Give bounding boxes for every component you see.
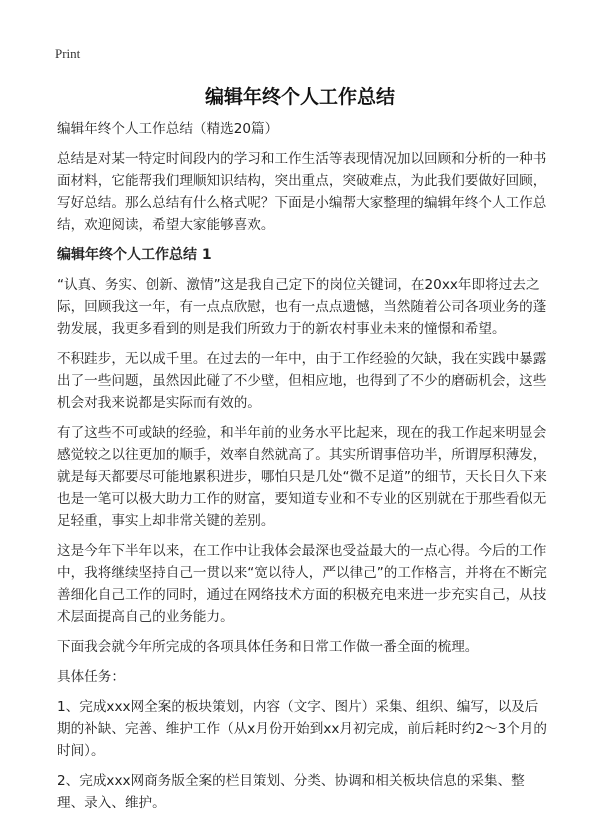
- intro-paragraph: 总结是对某一特定时间段内的学习和工作生活等表现情况加以回顾和分析的一种书面材料，它能帮我们理顺知识结构，突出重点，突破难点，为此我们要做好回顾，写好总结。那么总结有什么格式呢？下面是小编帮大家整理的编辑年终个人工作总结，欢迎阅读，希望大家能够喜欢。: [57, 151, 547, 233]
- paragraph: 具体任务：: [57, 669, 125, 685]
- print-link[interactable]: Print: [55, 46, 81, 61]
- paragraph: 这是今年下半年以来，在工作中让我体会最深也受益最大的一点心得。今后的工作中，我将继续坚持自己一贯以来“宽以待人，严以律己”的工作格言，并将在不断完善细化自己工作的同时，通过在网络技术方面的积极充电来进一步充实自己，从技术层面提高自己的业务能力。: [57, 543, 547, 625]
- subtitle: 编辑年终个人工作总结（精选20篇）: [57, 121, 279, 137]
- task-item: 2、完成xxx网商务版全案的栏目策划、分类、协调和相关板块信息的采集、整理、录入、维护。: [57, 773, 525, 811]
- paragraph: 有了这些不可或缺的经验，和半年前的业务水平比起来，现在的我工作起来明显会感觉较之以往更加的顺手，效率自然就高了。其实所谓事倍功半，所谓厚积薄发，就是每天都要尽可能地累积进步，哪怕只是几处“微不足道”的细节，天长日久下来也是一笔可以极大助力工作的财富，要知道专业和不专业的区别就在于那些看似无足轻重，事实上却非常关键的差别。: [57, 425, 547, 529]
- section-heading: 编辑年终个人工作总结 1: [57, 247, 212, 263]
- task-item: 1、完成xxx网全案的板块策划，内容（文字、图片）采集、组织、编写，以及后期的补缺、完善、维护工作（从x月份开始到xx月初完成，前后耗时约2～3个月的时间）。: [57, 699, 548, 759]
- paragraph: 下面我会就今年所完成的各项具体任务和日常工作做一番全面的梳理。: [57, 639, 479, 655]
- paragraph: “认真、务实、创新、激情”这是我自己定下的岗位关键词，在20xx年即将过去之际，回顾我这一年，有一点点欣慰，也有一点点遗憾，当然随着公司各项业务的蓬勃发展，我更多看到的则是我们所致力于的新农村事业未来的憧憬和希望。: [57, 277, 547, 337]
- article-body: [57, 118, 549, 822]
- paragraph: 不积跬步，无以成千里。在过去的一年中，由于工作经验的欠缺，我在实践中暴露出了一些问题，虽然因此碰了不少壁，但相应地，也得到了不少的磨砺机会，这些机会对我来说都是实际而有效的。: [57, 351, 547, 411]
- page-title: 编辑年终个人工作总结: [204, 86, 395, 108]
